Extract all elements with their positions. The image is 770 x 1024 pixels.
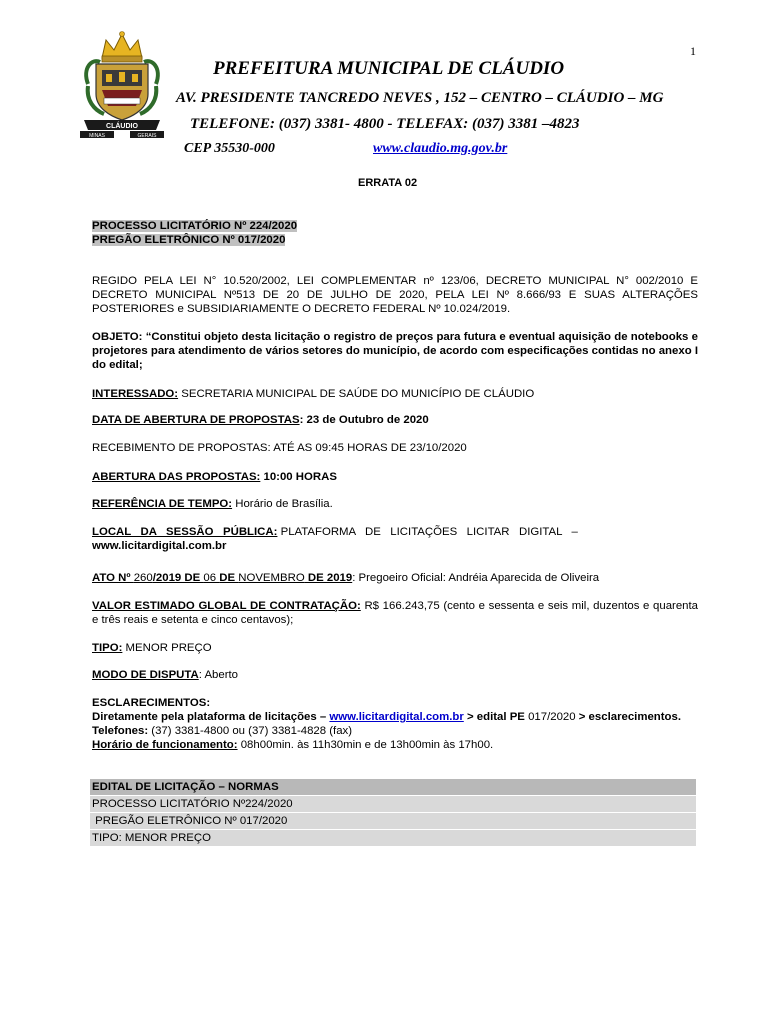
valor-label: VALOR ESTIMADO GLOBAL DE CONTRATAÇÃO: — [92, 600, 361, 612]
interessado-value: SECRETARIA MUNICIPAL DE SAÚDE DO MUNICÍPIO DE CLÁUDIO — [178, 388, 535, 400]
crest-right-text: GERAIS — [137, 133, 157, 138]
local-block — [92, 525, 698, 553]
normas-row: PREGÃO ELETRÔNICO Nº 017/2020 — [90, 813, 696, 830]
pregao-number: PREGÃO ELETRÔNICO Nº 017/2020 — [92, 234, 286, 246]
ato-part-2: 260 — [133, 572, 153, 584]
esclarecimentos-block — [92, 696, 698, 752]
normas-table — [90, 779, 696, 847]
valor-paragraph — [92, 599, 698, 627]
processo-number: PROCESSO LICITATÓRIO Nº 224/2020 — [92, 220, 298, 232]
ato-line — [92, 571, 698, 585]
normas-row: TIPO: MENOR PREÇO — [90, 830, 696, 847]
header-cep: CEP 35530-000 — [184, 141, 275, 156]
header-address: AV. PRESIDENTE TANCREDO NEVES , 152 – CENTRO – CLÁUDIO – MG — [176, 90, 664, 106]
esclarecimentos-title: ESCLARECIMENTOS: — [92, 697, 211, 709]
header-website-link[interactable]: www.claudio.mg.gov.br — [373, 141, 508, 156]
modo-label: MODO DE DISPUTA — [92, 669, 199, 681]
horario-value: 08h00min. às 11h30min e de 13h00min às 17h00. — [237, 739, 494, 751]
horario-label: Horário de funcionamento: — [92, 739, 238, 751]
referencia-label: REFERÊNCIA DE TEMPO: — [92, 498, 233, 510]
local-value: PLATAFORMA DE LICITAÇÕES LICITAR DIGITAL – — [277, 526, 578, 538]
tipo-line — [92, 641, 698, 655]
tipo-label: TIPO: — [92, 642, 123, 654]
local-label: LOCAL DA SESSÃO PÚBLICA: — [92, 526, 278, 538]
esclarecimentos-text-1: Diretamente pela plataforma de licitações – — [92, 711, 330, 723]
modo-value: : Aberto — [198, 669, 239, 681]
esclarecimentos-text-3: > esclarecimentos. — [575, 711, 682, 723]
local-url: www.licitardigital.com.br — [92, 540, 227, 552]
header-phone: TELEFONE: (037) 3381- 4800 - TELEFAX: (037) 3381 –4823 — [190, 116, 580, 132]
abertura-line — [92, 470, 698, 484]
data-abertura-label: DATA DE ABERTURA DE PROPOSTAS — [92, 414, 300, 426]
telefones-value: (37) 3381-4800 ou (37) 3381-4828 (fax) — [148, 725, 353, 737]
abertura-value: 10:00 HORAS — [260, 471, 337, 483]
licitardigital-link[interactable]: www.licitardigital.com.br — [329, 711, 464, 723]
referencia-value: Horário de Brasília. — [232, 498, 333, 510]
data-abertura-line — [92, 413, 698, 427]
errata-title: ERRATA 02 — [358, 177, 418, 189]
recebimento-line: RECEBIMENTO DE PROPOSTAS: ATÉ AS 09:45 HORAS DE 23/10/2020 — [92, 442, 467, 454]
data-abertura-value: : 23 de Outubro de 2020 — [299, 414, 429, 426]
normas-row: PROCESSO LICITATÓRIO Nº224/2020 — [90, 796, 696, 813]
municipal-crest-icon — [78, 28, 166, 138]
regido-paragraph: REGIDO PELA LEI N° 10.520/2002, LEI COMPLEMENTAR nº 123/06, DECRETO MUNICIPAL N° 002/2010 E DECRETO MUNICIPAL Nº513 DE 20 DE JULHO DE 2020, PELA LEI Nº 8.666/93 E SUAS ALTERAÇÕES POSTERIORES e SUBSIDIARIAMENTE O DECRETO FEDERAL Nº 10.024/2019. — [92, 275, 698, 315]
modo-line — [92, 668, 698, 682]
abertura-label: ABERTURA DAS PROPOSTAS: — [92, 471, 261, 483]
interessado-label: INTERESSADO: — [92, 388, 179, 400]
process-block — [92, 219, 698, 247]
tipo-value: MENOR PREÇO — [122, 642, 212, 654]
referencia-line — [92, 497, 698, 511]
ato-part-3: /2019 DE — [152, 572, 204, 584]
ato-part-6: NOVEMBRO — [238, 572, 305, 584]
telefones-label: Telefones: — [92, 725, 149, 737]
objeto-paragraph: OBJETO: “Constitui objeto desta licitação o registro de preços para futura e eventual aquisição de notebooks e projetores para atendimento de vários setores do município, de acordo com especificações contidas no anexo I do edital; — [92, 331, 698, 371]
crest-banner-text: CLÁUDIO — [106, 123, 138, 130]
ato-part-4: 06 — [203, 572, 220, 584]
esclarecimentos-text-2: > edital PE — [463, 711, 529, 723]
ato-part-7: DE 2019 — [304, 572, 353, 584]
crest-left-text: MINAS — [89, 133, 105, 138]
valor-value: R$ 166.243,75 (cento e sessenta e seis mil, duzentos e quarenta e três reais e setenta e cinco centavos); — [92, 600, 698, 626]
esclarecimentos-edital-number: 017/2020 — [528, 711, 576, 723]
ato-part-1: ATO Nº — [92, 572, 134, 584]
page-number: 1 — [690, 44, 696, 58]
ato-part-8: : Pregoeiro Oficial: Andréia Aparecida de Oliveira — [352, 572, 600, 584]
interessado-line — [92, 387, 698, 401]
ato-part-5: DE — [219, 572, 239, 584]
normas-title: EDITAL DE LICITAÇÃO – NORMAS — [90, 779, 696, 796]
header-title: PREFEITURA MUNICIPAL DE CLÁUDIO — [213, 58, 565, 79]
